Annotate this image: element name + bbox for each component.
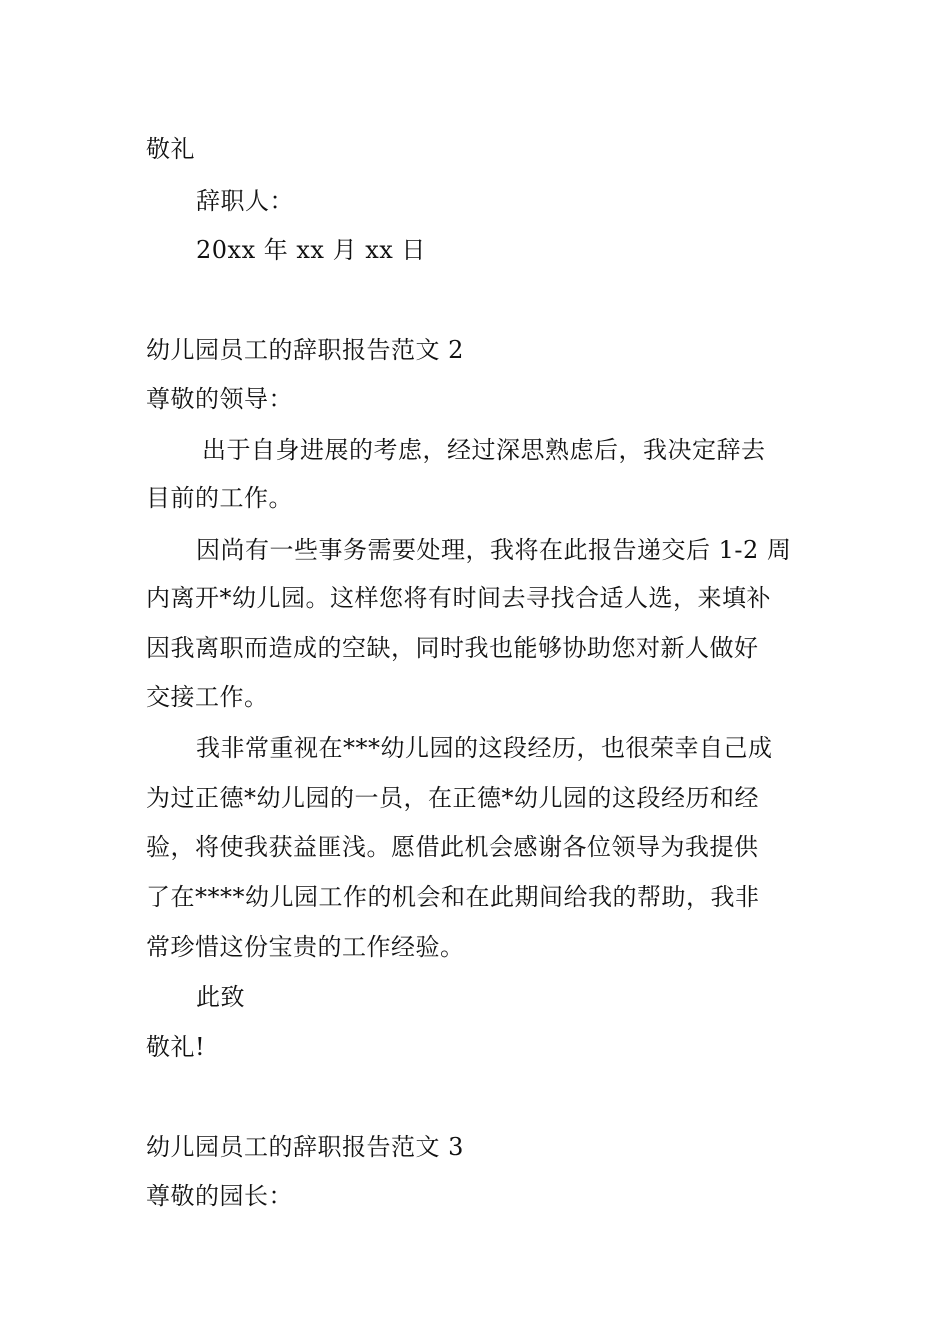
signer-label: 辞职人： (196, 187, 294, 215)
paragraph-3-line-1: 我非常重视在***幼儿园的这段经历，也很荣幸自己成 (196, 734, 773, 762)
section-title-2: 幼儿园员工的辞职报告范文 2 (146, 336, 464, 364)
paragraph-1-line-1: 出于自身进展的考虑，经过深思熟虑后，我决定辞去 (202, 436, 766, 464)
paragraph-2-line-4: 交接工作。 (146, 683, 269, 711)
paragraph-3-line-5: 常珍惜这份宝贵的工作经验。 (146, 933, 465, 961)
salutation-3: 尊敬的园长： (146, 1182, 293, 1210)
paragraph-2-line-1: 因尚有一些事务需要处理，我将在此报告递交后 1-2 周 (196, 536, 792, 564)
paragraph-2-line-2: 内离开*幼儿园。这样您将有时间去寻找合适人选，来填补 (146, 584, 771, 612)
date-line: 20xx 年 xx 月 xx 日 (196, 236, 426, 264)
closing-regards: 敬礼 (146, 135, 195, 163)
paragraph-3-line-2: 为过正德*幼儿园的一员，在正德*幼儿园的这段经历和经 (146, 784, 759, 812)
section-title-3: 幼儿园员工的辞职报告范文 3 (146, 1133, 464, 1161)
paragraph-3-line-4: 了在****幼儿园工作的机会和在此期间给我的帮助，我非 (146, 883, 760, 911)
salutation-2: 尊敬的领导： (146, 385, 293, 413)
paragraph-1-line-2: 目前的工作。 (146, 484, 293, 512)
cizhi-line: 此致 (196, 983, 245, 1011)
closing-regards-2: 敬礼! (146, 1033, 206, 1061)
paragraph-2-line-3: 因我离职而造成的空缺，同时我也能够协助您对新人做好 (146, 634, 759, 662)
paragraph-3-line-3: 验，将使我获益匪浅。愿借此机会感谢各位领导为我提供 (146, 833, 759, 861)
